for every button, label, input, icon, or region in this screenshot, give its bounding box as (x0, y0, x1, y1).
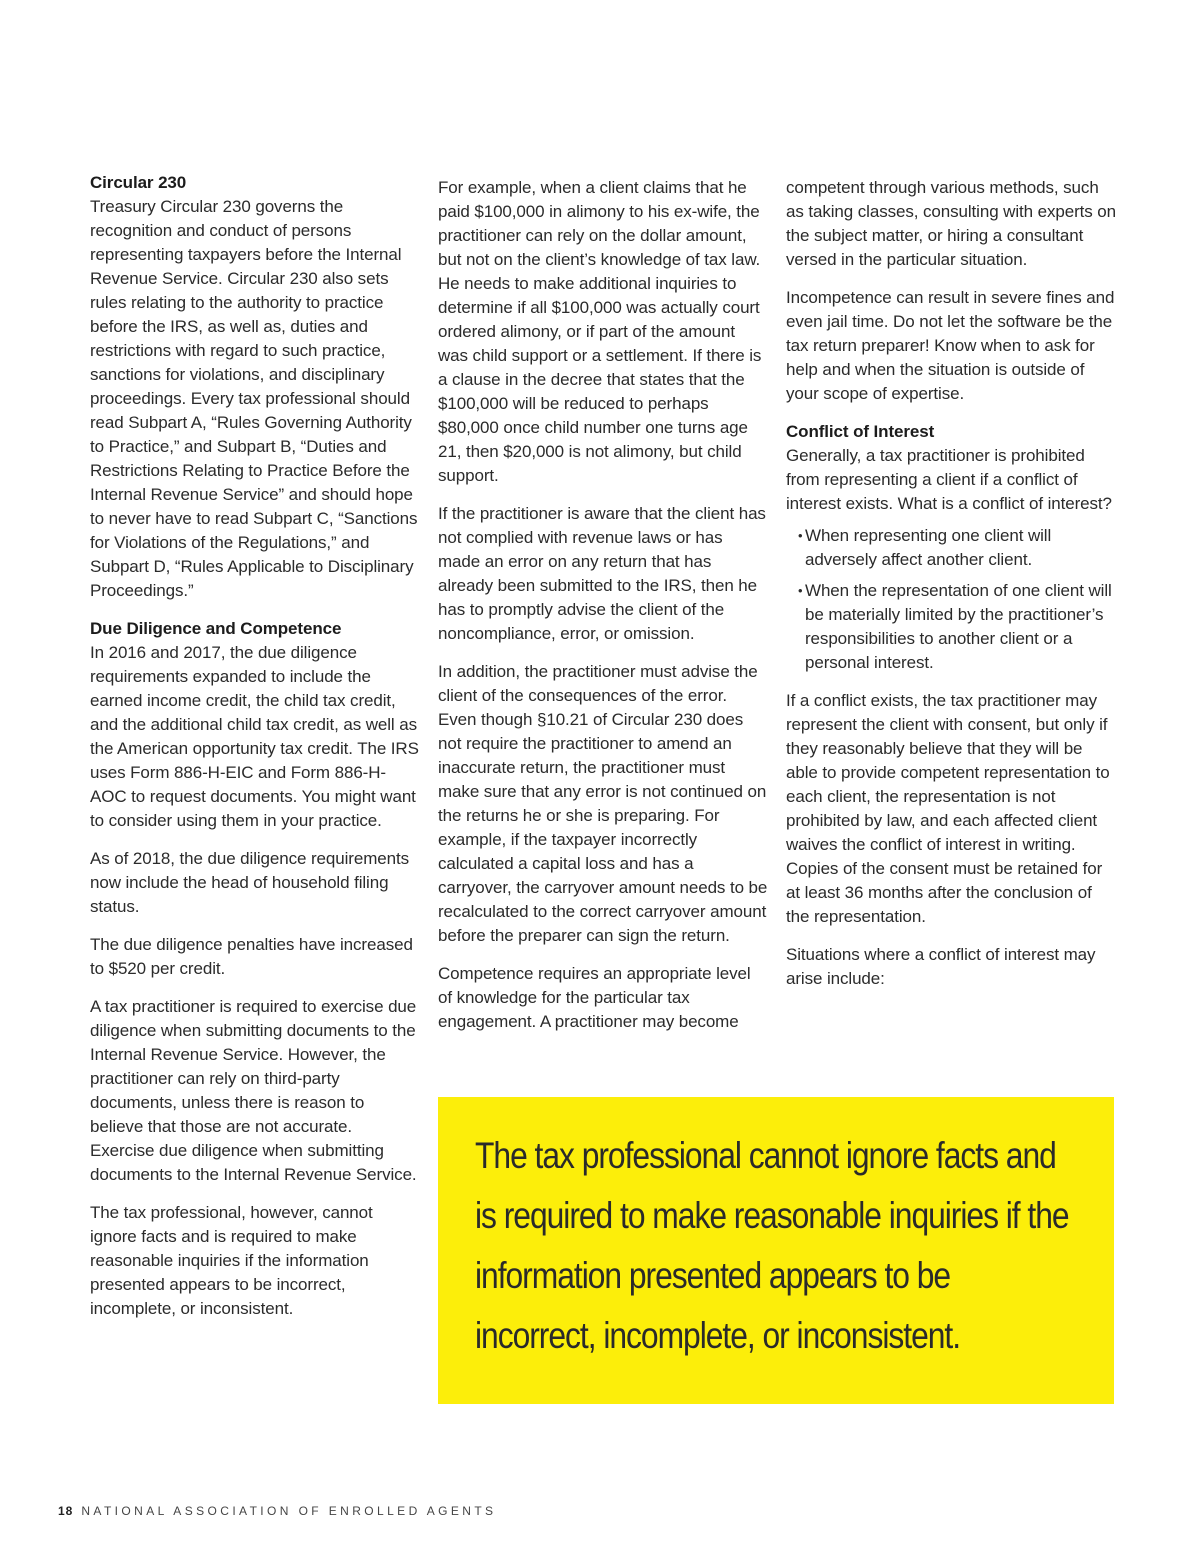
incompetence-paragraph: Incompetence can result in severe fines and even jail time. Do not let the software be the tax return preparer! Know when to ask for help and when the situation is outside of your scope of expertise. (786, 288, 1115, 403)
page-footer (58, 1503, 496, 1519)
due-diligence-paragraph-3: The due diligence penalties have increased to $520 per credit. (90, 935, 413, 978)
due-diligence-paragraph-1: In 2016 and 2017, the due diligence requirements expanded to include the earned income credit, the child tax credit, and the additional child tax credit, as well as the American opportunity tax credit. The IRS uses Form 886-H-EIC and Form 886-H-AOC to request documents. You might want to consider using them in your practice. (90, 643, 419, 830)
list-item: • When representing one client will adversely affect another client. (800, 524, 1116, 572)
competence-paragraph: Competence requires an appropriate level of knowledge for the particular tax engagement. A practitioner may become (438, 964, 751, 1031)
page-number: 18 (58, 1504, 74, 1518)
alimony-example-paragraph: For example, when a client claims that he paid $100,000 in alimony to his ex-wife, the practitioner can rely on the dollar amount, but not on the client’s knowledge of tax law. He needs to make additional inquiries to determine if all $100,000 was actually court ordered alimony, or if part of the amount was child support or a settlement. If there is a clause in the decree that states that the $100,000 will be reduced to perhaps $80,000 once child number one turns age 21, then $20,000 is not alimony, but child support. (438, 178, 762, 485)
column-3 (786, 176, 1116, 1005)
noncompliance-paragraph: If the practitioner is aware that the client has not complied with revenue laws or has made an error on any return that has already been submitted to the IRS, then he has to promptly advise the client of the noncompliance, error, or omission. (438, 504, 766, 643)
pull-quote-box (438, 1097, 1114, 1404)
column-1 (90, 171, 420, 1335)
publication-name: NATIONAL ASSOCIATION OF ENROLLED AGENTS (81, 1504, 497, 1518)
list-item: • When the representation of one client will be materially limited by the practitioner’s responsibilities to another client or a personal interest. (800, 579, 1116, 675)
circular-230-heading: Circular 230 (90, 173, 187, 192)
competence-continued-paragraph: competent through various methods, such as taking classes, consulting with experts on the subject matter, or hiring a consultant versed in the particular situation. (786, 178, 1117, 269)
conflict-of-interest-heading: Conflict of Interest (786, 422, 935, 441)
consequences-paragraph: In addition, the practitioner must advise the client of the consequences of the error. Even though §10.21 of Circular 230 does not require the practitioner to amend an inaccurate return, the practitioner must make sure that any error is not continued on the returns he or she is preparing. For example, if the taxpayer incorrectly calculated a capital loss and has a carryover, the carryover amount needs to be recalculated to the correct carryover amount before the preparer can sign the return. (438, 662, 768, 945)
conflict-consent-paragraph: If a conflict exists, the tax practitioner may represent the client with consent, but only if they reasonably believe that they will be able to provide competent representation to each client, the representation is not prohibited by law, and each affected client waives the conflict of interest in writing. Copies of the consent must be retained for at least 36 months after the conclusion of the representation. (786, 691, 1110, 926)
pull-quote-text: The tax professional cannot ignore facts and is required to make reasonable inquiries if the information presented appears to be incorrect, incomplete, or inconsistent. (475, 1135, 1069, 1356)
due-diligence-paragraph-4: A tax practitioner is required to exercise due diligence when submitting documents to the Internal Revenue Service. However, the practitioner can rely on third-party documents, unless there is reason to believe that those are not accurate. Exercise due diligence when submitting documents to the Internal Revenue Service. (90, 997, 417, 1184)
conflict-intro-paragraph: Generally, a tax practitioner is prohibited from representing a client if a conflict of interest exists. What is a conflict of interest? (786, 446, 1112, 513)
conflict-situations-paragraph: Situations where a conflict of interest may arise include: (786, 945, 1096, 988)
due-diligence-paragraph-5: The tax professional, however, cannot ignore facts and is required to make reasonable inquiries if the information presented appears to be incorrect, incomplete, or inconsistent. (90, 1203, 373, 1318)
conflict-bullet-list (786, 524, 1116, 675)
circular-230-paragraph: Treasury Circular 230 governs the recognition and conduct of persons representing taxpayers before the Internal Revenue Service. Circular 230 also sets rules relating to the authority to practice before the IRS, as well as, duties and restrictions with regard to such practice, sanctions for violations, and disciplinary proceedings. Every tax professional should read Subpart A, “Rules Governing Authority to Practice,” and Subpart B, “Duties and Restrictions Relating to Practice Before the Internal Revenue Service” and should hope to never have to read Subpart C, “Sanctions for Violations of the Regulations,” and Subpart D, “Rules Applicable to Disciplinary Proceedings.” (90, 197, 418, 600)
due-diligence-paragraph-2: As of 2018, the due diligence requirements now include the head of household filing status. (90, 849, 410, 916)
due-diligence-heading: Due Diligence and Competence (90, 619, 342, 638)
column-2 (438, 176, 768, 1048)
